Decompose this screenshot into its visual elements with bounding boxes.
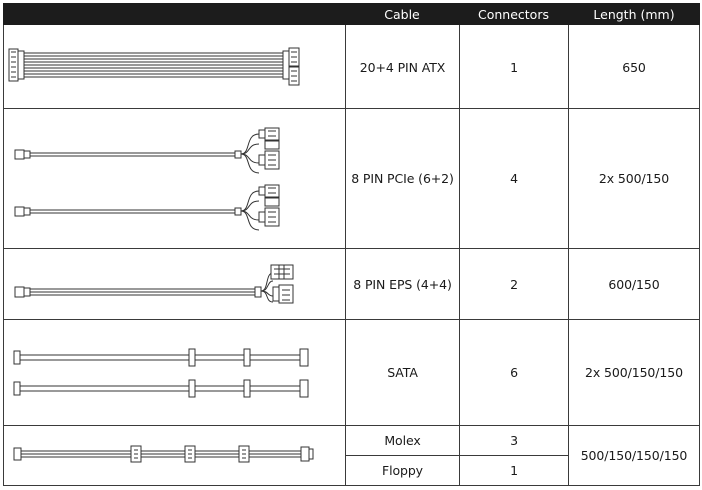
eps-cable-icon [15, 265, 293, 303]
sata-cable-icon [14, 349, 308, 366]
cell-cable-pcie: 8 PIN PCIe (6+2) [351, 171, 454, 186]
cell-cable-sata: SATA [387, 365, 418, 380]
cell-length-atx: 650 [622, 59, 646, 75]
cell-connectors-pcie: 4 [510, 171, 518, 186]
cell-length-sata: 2x 500/150/150 [585, 365, 683, 380]
cell-length-molex-floppy: 500/150/150/150 [580, 448, 688, 463]
cell-length-pcie: 2x 500/150 [598, 171, 670, 186]
cell-cable-atx: 20+4 PIN ATX [359, 59, 446, 75]
cell-cable-eps: 8 PIN EPS (4+4) [353, 276, 452, 292]
cell-connectors-molex: 3 [510, 433, 518, 448]
cell-connectors-sata: 6 [510, 365, 518, 380]
sata-cable-icon [14, 380, 308, 397]
cell-connectors-floppy: 1 [510, 463, 518, 478]
header-cable: Cable [345, 3, 459, 25]
header-connectors: Connectors [459, 3, 568, 25]
cell-length-eps: 600/150 [608, 276, 660, 292]
cell-connectors-eps: 2 [510, 276, 518, 292]
cell-connectors-atx: 1 [510, 59, 518, 75]
cable-illustrations [3, 3, 345, 486]
cell-cable-molex: Molex [384, 433, 421, 448]
cell-cable-floppy: Floppy [382, 463, 423, 478]
header-length: Length (mm) [568, 3, 700, 25]
grid-line [699, 25, 700, 486]
atx-cable-icon [9, 48, 299, 85]
cable-spec-table [3, 3, 700, 486]
pcie-cable-icon [15, 185, 279, 230]
pcie-cable-icon [15, 128, 279, 173]
molex-floppy-cable-icon [14, 446, 313, 462]
